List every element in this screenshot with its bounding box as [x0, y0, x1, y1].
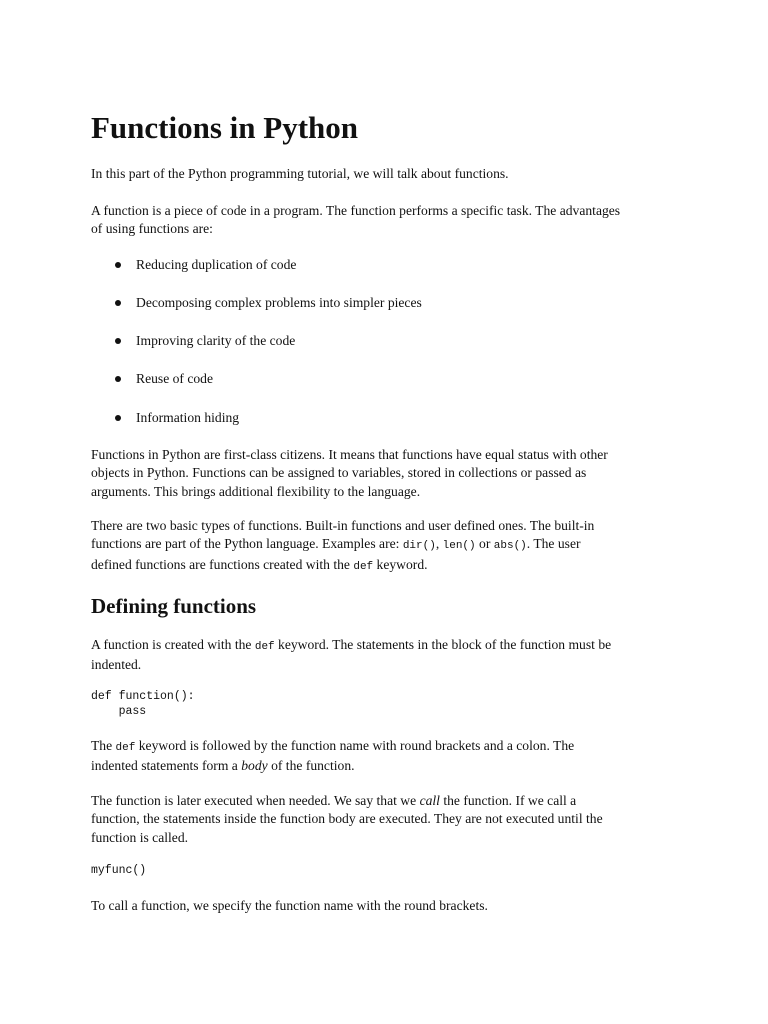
function-types-paragraph: There are two basic types of functions. Built-in functions and user defined ones. The built-in functions are part of the Python language. Examples are: dir(), len() or abs(). The user defined functions are functions created with the def keyword. [91, 518, 595, 573]
section-heading: Defining functions [91, 594, 257, 618]
inline-code: def [254, 641, 275, 653]
bullet-icon [115, 376, 121, 382]
first-class-paragraph: Functions in Python are first-class citizens. It means that functions have equal status with other objects in Python. Functions can be assigned to variables, stored in collections or passed as arguments. This brings additional flexibility to the language. [91, 447, 608, 499]
execution-paragraph: The function is later executed when needed. We say that we call the function. If we call a function, the statements inside the function body are executed. They are not executed until the function is called. [91, 793, 603, 845]
function-created-paragraph: A function is created with the def keyword. The statements in the block of the function must be indented. [91, 637, 612, 673]
def-keyword-paragraph: The def keyword is followed by the function name with round brackets and a colon. The indented statements form a body of the function. [91, 738, 575, 774]
code-block: def function(): pass [91, 690, 195, 718]
code-block: myfunc() [91, 864, 147, 877]
inline-code: def [353, 560, 374, 573]
emphasis: call [419, 793, 440, 808]
bullet-icon [115, 415, 121, 421]
definition-line-1: A function is a piece of code in a program. The function performs a specific task. The advantages [91, 203, 621, 218]
inline-code: abs() [493, 540, 527, 553]
inline-code: dir() [402, 540, 436, 553]
definition-paragraph [91, 202, 686, 239]
emphasis: body [241, 758, 268, 774]
intro-paragraph: In this part of the Python programming tutorial, we will talk about functions. [91, 166, 509, 181]
inline-code: def [115, 742, 136, 754]
page-title: Functions in Python [91, 110, 359, 145]
inline-code: len() [442, 540, 476, 553]
call-paragraph: To call a function, we specify the function name with the round brackets. [91, 898, 488, 913]
definition-line-2: of using functions are: [91, 221, 213, 237]
bullet-icon [115, 300, 121, 306]
bullet-icon [115, 338, 121, 344]
bullet-icon [115, 262, 121, 268]
